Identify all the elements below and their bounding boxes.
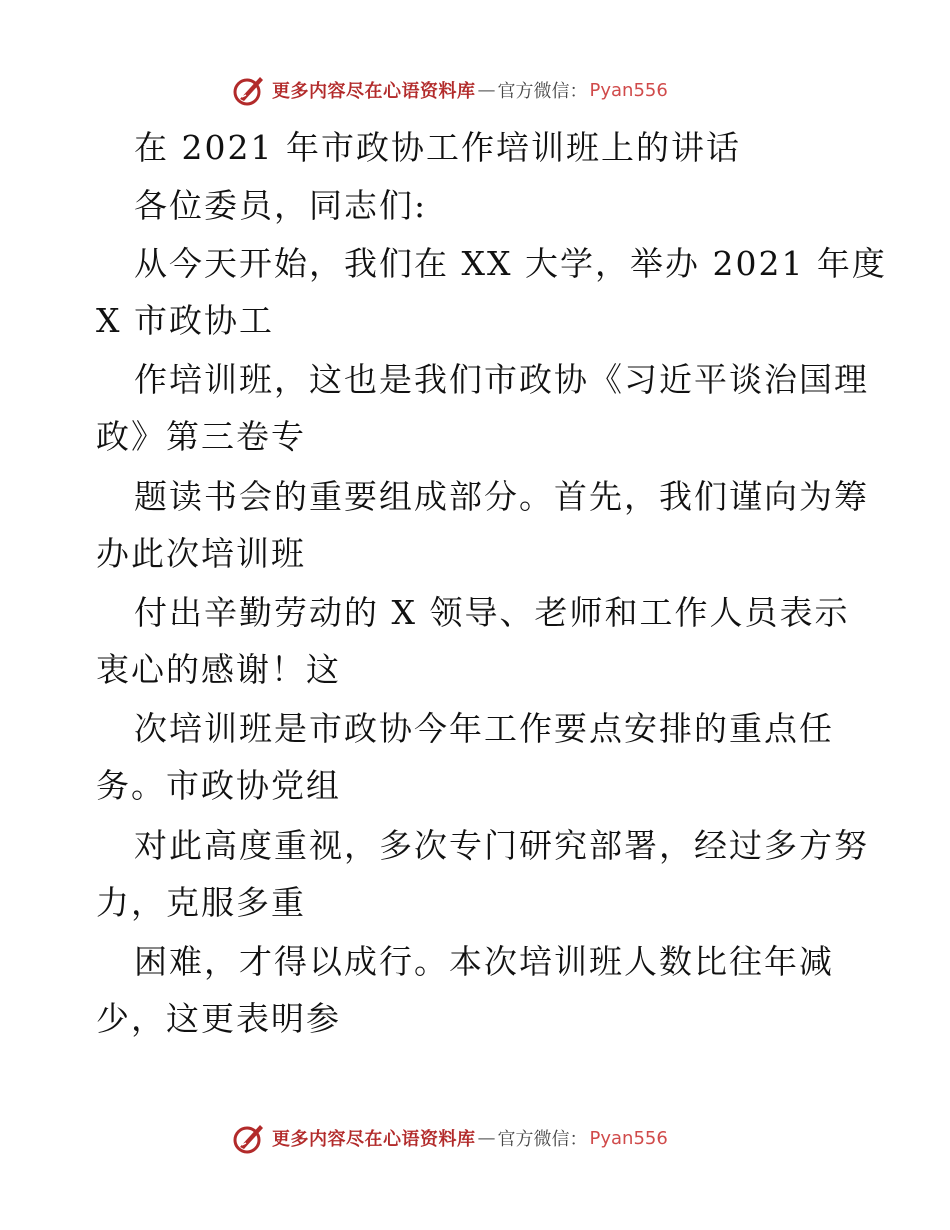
- header-brand-text: 更多内容尽在心语资料库: [272, 81, 476, 102]
- paragraph-line: 付出辛勤劳动的 X 领导、老师和工作人员表示: [134, 593, 850, 632]
- paragraph-line: 作培训班，这也是我们市政协《习近平谈治国理: [134, 360, 869, 399]
- paragraph-line: 对此高度重视，多次专门研究部署，经过多方努: [134, 826, 869, 865]
- paragraph-line: 政》第三卷专: [96, 417, 306, 456]
- paragraph-line: 少，这更表明参: [96, 999, 341, 1038]
- paragraph-line: 务。市政协党组: [96, 766, 341, 805]
- quill-pen-logo-icon: [232, 1121, 266, 1155]
- paragraph-line: 困难，才得以成行。本次培训班人数比往年减: [134, 942, 834, 981]
- footer-banner: [232, 1118, 752, 1158]
- header-dash: —: [477, 79, 496, 101]
- header-wechat-id: Pyan556: [589, 79, 668, 101]
- footer-dash: —: [477, 1127, 496, 1149]
- header-banner: [232, 70, 752, 110]
- paragraph-line: 衷心的感谢！这: [96, 650, 341, 689]
- header-wechat-label: 官方微信：: [497, 81, 588, 102]
- document-title: 在 2021 年市政协工作培训班上的讲话: [134, 128, 741, 167]
- footer-wechat-label: 官方微信：: [497, 1129, 588, 1150]
- paragraph-line: 题读书会的重要组成部分。首先，我们谨向为筹: [134, 477, 869, 516]
- paragraph-line: 次培训班是市政协今年工作要点安排的重点任: [134, 709, 834, 748]
- footer-wechat-id: Pyan556: [589, 1127, 668, 1149]
- paragraph-line: 力，克服多重: [96, 883, 306, 922]
- paragraph-line: 从今天开始，我们在 XX 大学，举办 2021 年度: [134, 244, 887, 283]
- paragraph-line: 办此次培训班: [96, 534, 306, 573]
- footer-brand-text: 更多内容尽在心语资料库: [272, 1129, 476, 1150]
- paragraph-line: X 市政协工: [96, 301, 274, 340]
- salutation: 各位委员，同志们:: [134, 186, 428, 225]
- quill-pen-logo-icon: [232, 73, 266, 107]
